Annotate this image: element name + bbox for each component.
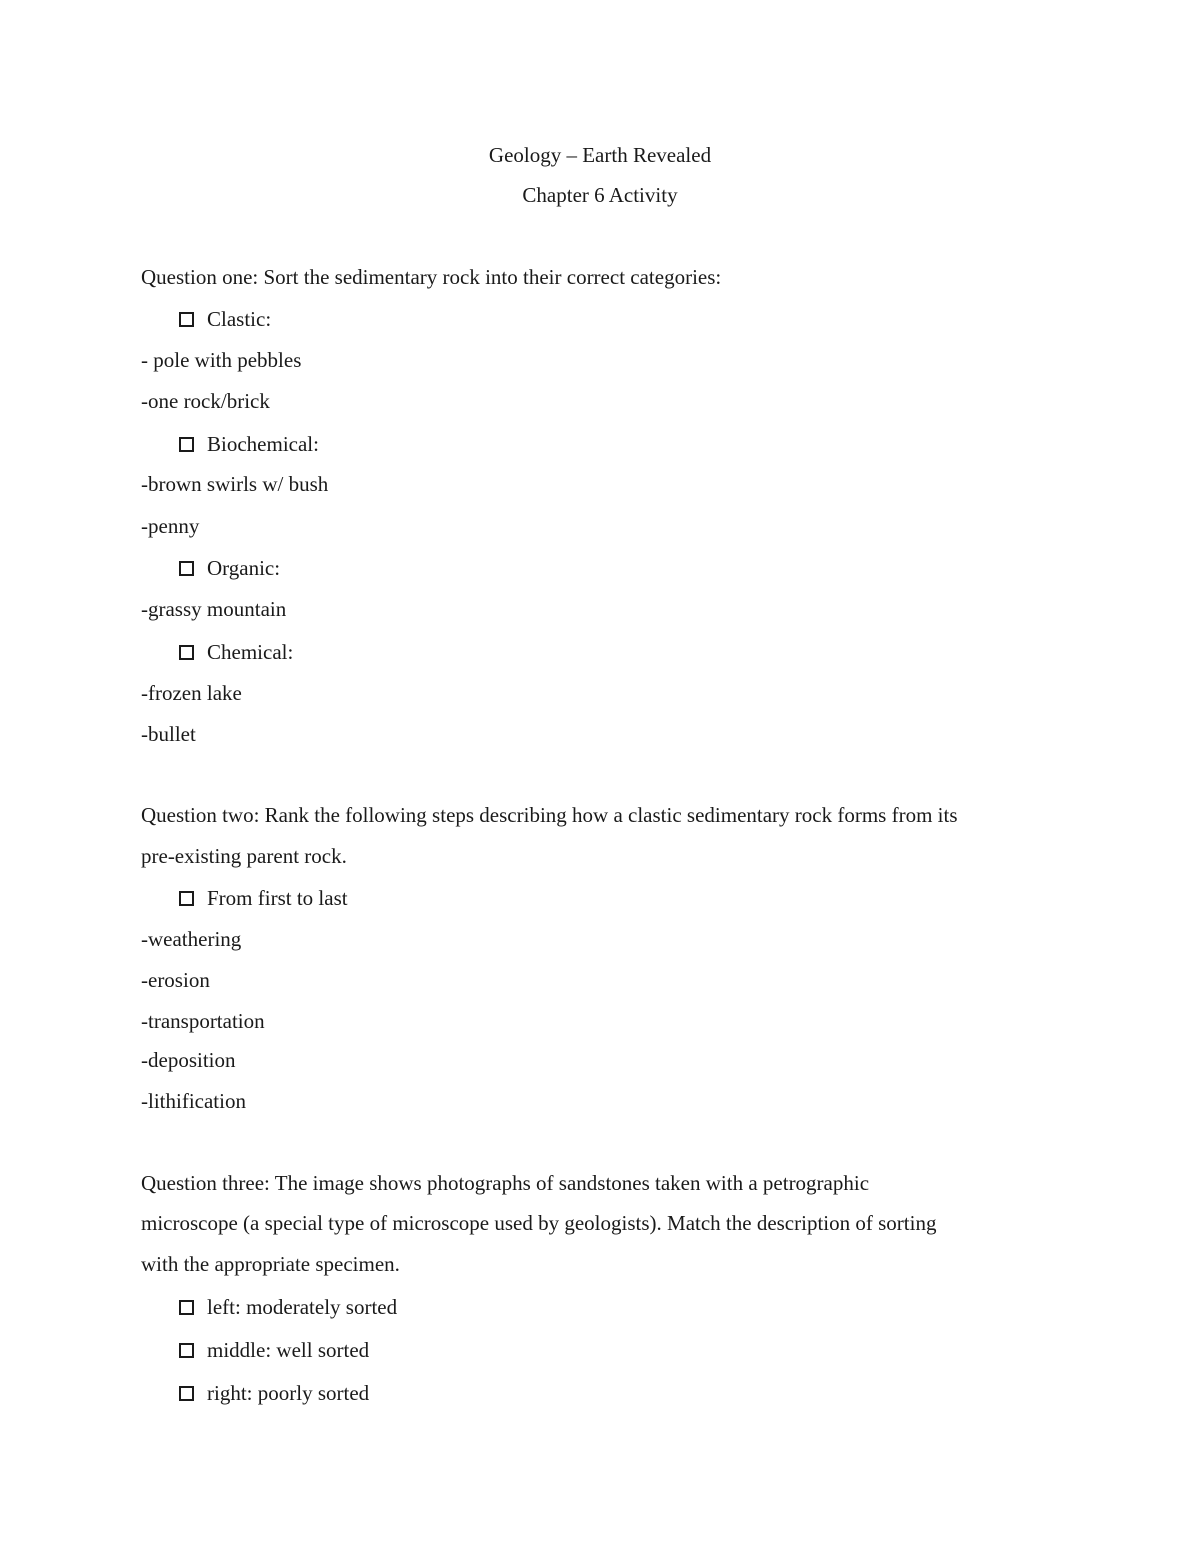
list-item: -lithification (141, 1089, 246, 1113)
checkbox-item-organic (179, 556, 280, 581)
checkbox-icon (179, 561, 194, 576)
list-item: -frozen lake (141, 681, 242, 705)
list-item: -erosion (141, 968, 210, 992)
checkbox-label: Chemical: (207, 640, 294, 664)
list-item: -deposition (141, 1048, 236, 1072)
checkbox-icon (179, 1343, 194, 1358)
list-item: -one rock/brick (141, 389, 270, 413)
list-item: -weathering (141, 927, 242, 951)
list-item: -transportation (141, 1009, 265, 1033)
list-item: -grassy mountain (141, 597, 287, 621)
checkbox-icon (179, 312, 194, 327)
checkbox-item-middle (179, 1338, 369, 1363)
checkbox-label: left: moderately sorted (207, 1295, 398, 1319)
checkbox-label: Clastic: (207, 307, 272, 331)
list-item: -penny (141, 514, 200, 538)
checkbox-icon (179, 437, 194, 452)
document-subtitle: Chapter 6 Activity (522, 183, 678, 207)
checkbox-icon (179, 1386, 194, 1401)
checkbox-item-order (179, 886, 348, 911)
question-three-prompt: Question three: The image shows photographs of sandstones taken with a petrographic (141, 1171, 870, 1195)
checkbox-label: right: poorly sorted (207, 1381, 370, 1405)
question-three-prompt-continued: microscope (a special type of microscope used by geologists). Match the description of sorting (141, 1211, 937, 1235)
checkbox-label: Biochemical: (207, 432, 319, 456)
list-item: -bullet (141, 722, 196, 746)
checkbox-icon (179, 645, 194, 660)
checkbox-item-biochemical (179, 432, 319, 457)
list-item: - pole with pebbles (141, 348, 302, 372)
checkbox-item-right (179, 1381, 369, 1406)
question-three-prompt-continued: with the appropriate specimen. (141, 1252, 400, 1276)
checkbox-item-chemical (179, 640, 293, 665)
question-one-prompt: Question one: Sort the sedimentary rock into their correct categories: (141, 265, 722, 289)
checkbox-label: Organic: (207, 556, 281, 580)
checkbox-label: middle: well sorted (207, 1338, 370, 1362)
checkbox-icon (179, 891, 194, 906)
checkbox-label: From first to last (207, 886, 348, 910)
question-two-prompt-continued: pre-existing parent rock. (141, 844, 347, 868)
checkbox-icon (179, 1300, 194, 1315)
checkbox-item-left (179, 1295, 397, 1320)
checkbox-item-clastic (179, 307, 271, 332)
list-item: -brown swirls w/ bush (141, 472, 329, 496)
document-title: Geology – Earth Revealed (488, 143, 712, 167)
question-two-prompt: Question two: Rank the following steps describing how a clastic sedimentary rock forms from its (141, 803, 958, 827)
